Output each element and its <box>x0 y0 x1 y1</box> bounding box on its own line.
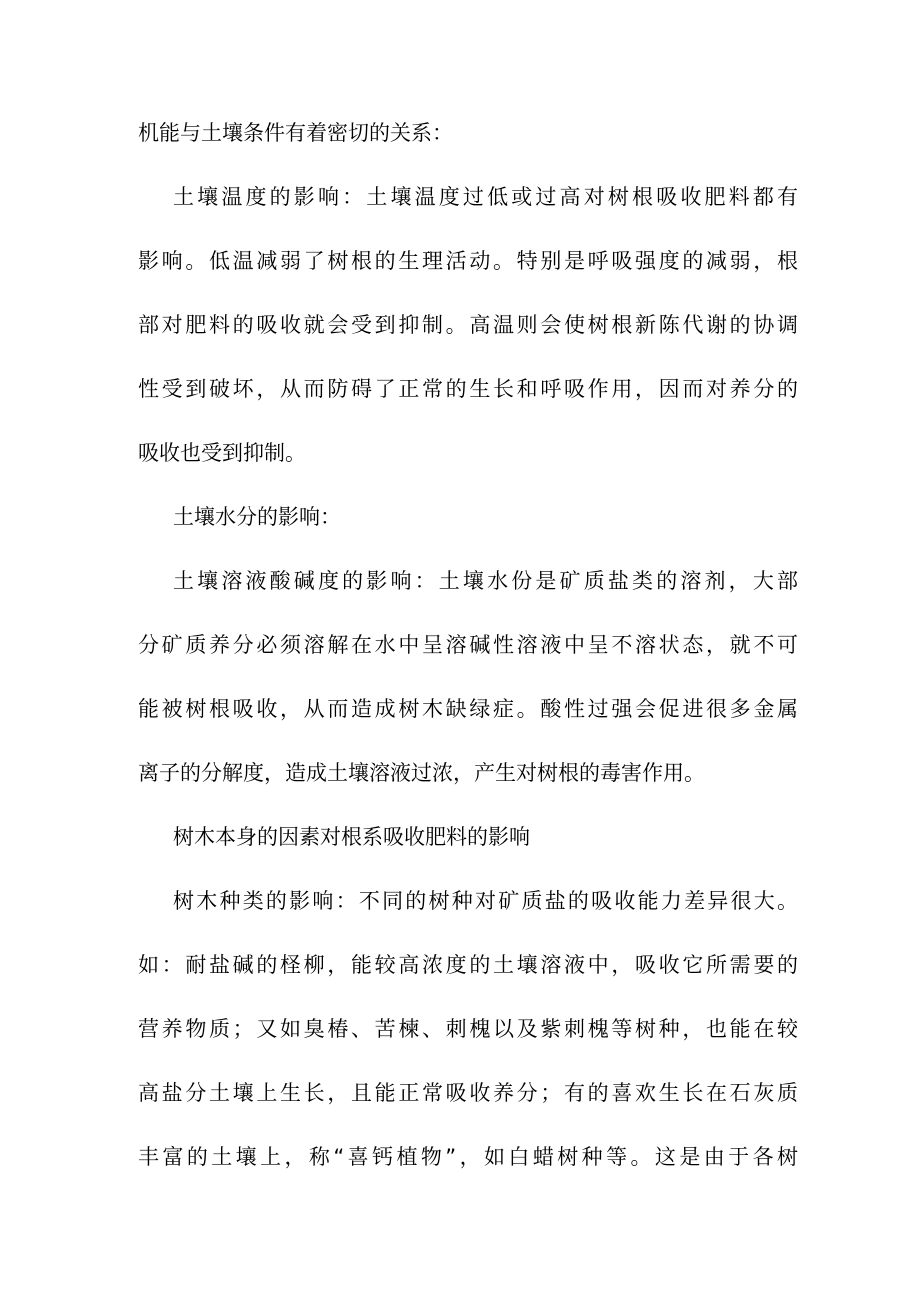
text-line: 如：耐盐碱的柽柳，能较高浓度的土壤溶液中，吸收它所需要的 <box>138 953 798 977</box>
text-line: 高盐分土壤上生长，且能正常吸收养分；有的喜欢生长在石灰质 <box>138 1081 798 1105</box>
text-line: 营养物质；又如臭椿、苦楝、刺槐以及紫刺槐等树种，也能在较 <box>138 1017 798 1041</box>
text-line: 离子的分解度，造成土壤溶液过浓，产生对树根的毒害作用。 <box>138 761 705 785</box>
text-line: 机能与土壤条件有着密切的关系： <box>138 121 453 145</box>
text-line: 部对肥料的吸收就会受到抑制。高温则会使树根新陈代谢的协调 <box>138 313 798 337</box>
text-line: 吸收也受到抑制。 <box>138 441 306 465</box>
text-line: 丰富的土壤上，称“喜钙植物”，如白蜡树种等。这是由于各树 <box>138 1145 798 1169</box>
paragraph-start-line: 树木种类的影响：不同的树种对矿质盐的吸收能力差异很大。 <box>173 889 798 913</box>
paragraph-start-line: 土壤温度的影响：土壤温度过低或过高对树根吸收肥料都有 <box>173 185 798 209</box>
paragraph-start-line: 土壤溶液酸碱度的影响：土壤水份是矿质盐类的溶剂，大部 <box>173 569 798 593</box>
text-line: 影响。低温减弱了树根的生理活动。特别是呼吸强度的减弱，根 <box>138 249 798 273</box>
text-line: 能被树根吸收，从而造成树木缺绿症。酸性过强会促进很多金属 <box>138 697 798 721</box>
section-heading-line: 土壤水分的影响： <box>173 505 341 529</box>
section-heading-line: 树木本身的因素对根系吸收肥料的影响 <box>173 825 530 849</box>
text-line: 分矿质养分必须溶解在水中呈溶碱性溶液中呈不溶状态，就不可 <box>138 633 798 657</box>
text-line: 性受到破坏，从而防碍了正常的生长和呼吸作用，因而对养分的 <box>138 377 798 401</box>
